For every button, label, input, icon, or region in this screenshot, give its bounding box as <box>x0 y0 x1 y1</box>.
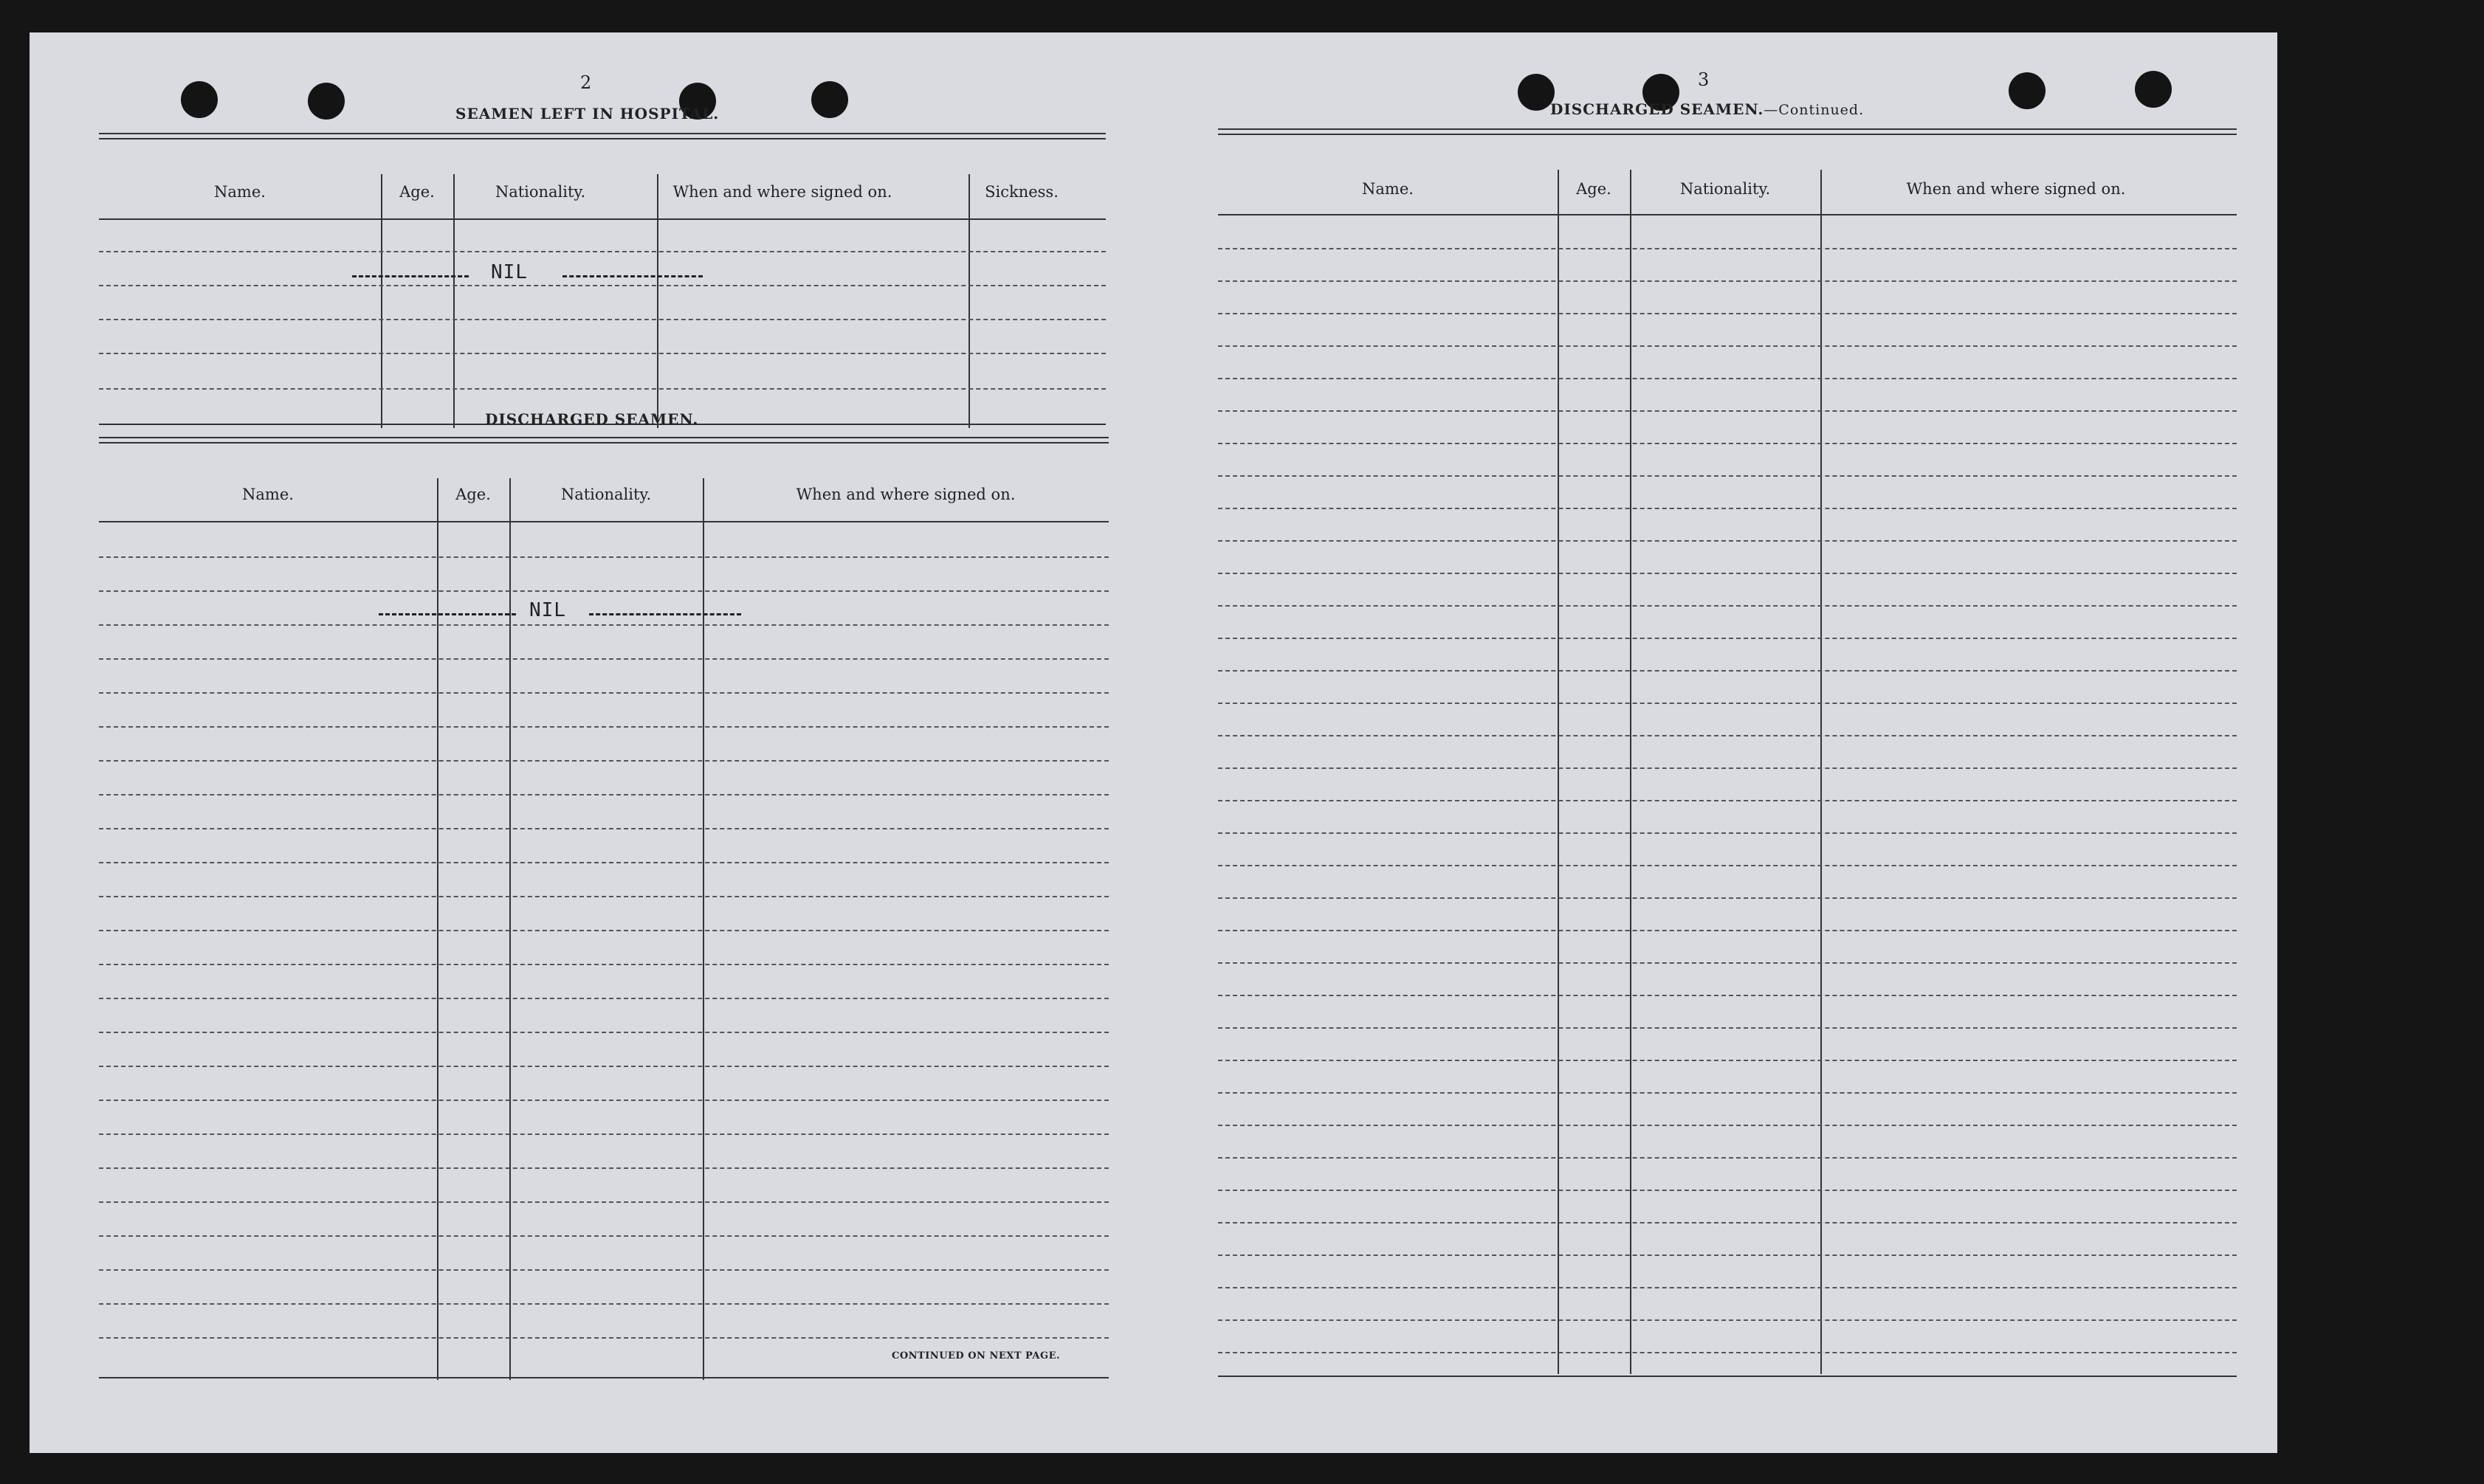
table-row <box>99 760 1109 762</box>
discharged-nil-entry: NIL <box>529 599 566 621</box>
table-row <box>1218 1125 2237 1126</box>
table-row <box>1218 735 2237 736</box>
table-row <box>99 692 1109 694</box>
table-row <box>1218 930 2237 931</box>
table-row <box>1218 962 2237 964</box>
table-row <box>1218 475 2237 477</box>
punch-hole <box>1518 74 1555 111</box>
col-header-name: Name. <box>214 183 266 201</box>
table-row <box>1218 540 2237 542</box>
punch-hole <box>811 81 848 118</box>
punch-hole <box>2135 71 2172 108</box>
table-row <box>99 319 1106 320</box>
table-row <box>1218 1092 2237 1094</box>
table-row <box>99 1032 1109 1033</box>
table-row <box>99 1167 1109 1169</box>
discharged-table-right <box>1218 128 2237 1383</box>
col-header-sickness: Sickness. <box>985 183 1059 201</box>
table-row <box>1218 345 2237 347</box>
punch-hole <box>2009 72 2046 109</box>
nil-dash-left <box>379 613 516 615</box>
table-row <box>99 998 1109 999</box>
table-row <box>99 556 1109 558</box>
table-row <box>1218 670 2237 672</box>
table-row <box>99 1269 1109 1271</box>
table-row <box>99 624 1109 626</box>
col-header-name: Name. <box>1362 180 1414 198</box>
discharged-table-left <box>99 437 1109 1389</box>
hospital-section-title: SEAMEN LEFT IN HOSPITAL. <box>455 105 720 122</box>
table-row <box>99 1100 1109 1101</box>
page-number-right: 3 <box>1698 69 1710 90</box>
table-row <box>1218 865 2237 866</box>
nil-dash-right <box>562 275 703 277</box>
table-row <box>1218 767 2237 769</box>
punch-hole <box>308 83 345 120</box>
page-number-left: 2 <box>580 72 592 93</box>
col-header-age: Age. <box>1576 180 1611 198</box>
table-row <box>99 1337 1109 1339</box>
col-header-nationality: Nationality. <box>560 486 652 503</box>
table-row <box>1218 508 2237 509</box>
discharged-section-title: DISCHARGED SEAMEN. <box>485 410 699 428</box>
right-page-title-suffix: —Continued. <box>1764 102 1865 118</box>
table-row <box>99 1303 1109 1305</box>
col-header-when-where: When and where signed on. <box>1906 180 2126 198</box>
table-row <box>1218 605 2237 607</box>
table-row <box>1218 248 2237 249</box>
punch-hole <box>181 81 218 118</box>
table-row <box>1218 1255 2237 1256</box>
table-row <box>1218 832 2237 834</box>
right-page-title-text: DISCHARGED SEAMEN. <box>1550 100 1764 118</box>
table-row <box>1218 897 2237 899</box>
table-row <box>99 964 1109 965</box>
col-header-age: Age. <box>455 486 491 503</box>
table-row <box>99 353 1106 354</box>
table-row <box>99 658 1109 660</box>
table-row <box>1218 800 2237 801</box>
col-header-nationality: Nationality. <box>1679 180 1771 198</box>
hospital-table <box>99 133 1106 428</box>
right-page-title <box>1550 100 1864 118</box>
table-row <box>1218 1027 2237 1029</box>
table-row <box>1218 410 2237 412</box>
col-header-name: Name. <box>242 486 294 503</box>
table-row <box>1218 378 2237 379</box>
table-row <box>99 1133 1109 1135</box>
table-row <box>1218 1157 2237 1159</box>
table-row <box>1218 638 2237 639</box>
table-row <box>1218 280 2237 282</box>
table-row <box>1218 573 2237 574</box>
table-row <box>99 862 1109 863</box>
table-row <box>99 285 1106 286</box>
table-row <box>99 930 1109 931</box>
table-row <box>1218 1287 2237 1288</box>
table-row <box>1218 1190 2237 1191</box>
table-row <box>1218 443 2237 444</box>
table-row <box>99 590 1109 592</box>
table-row <box>99 388 1106 390</box>
table-row <box>1218 995 2237 996</box>
table-row <box>1218 703 2237 704</box>
table-row <box>99 828 1109 829</box>
table-row <box>99 896 1109 897</box>
table-row <box>99 1235 1109 1237</box>
table-row <box>1218 1222 2237 1224</box>
table-row <box>99 726 1109 728</box>
col-header-when-where: When and where signed on. <box>796 486 1016 503</box>
table-row <box>1218 313 2237 314</box>
nil-dash-right <box>589 613 741 615</box>
table-row <box>1218 1352 2237 1353</box>
table-row <box>99 251 1106 252</box>
table-row <box>99 1066 1109 1067</box>
col-header-age: Age. <box>399 183 435 201</box>
table-row <box>99 1201 1109 1203</box>
table-row <box>99 794 1109 796</box>
col-header-nationality: Nationality. <box>495 183 586 201</box>
nil-dash-left <box>352 275 469 277</box>
table-row <box>1218 1060 2237 1061</box>
document-sheet <box>30 32 2277 1453</box>
hospital-nil-entry: NIL <box>491 261 528 283</box>
col-header-when-where: When and where signed on. <box>672 183 892 201</box>
continued-footnote: CONTINUED ON NEXT PAGE. <box>892 1350 1060 1362</box>
table-row <box>1218 1319 2237 1321</box>
